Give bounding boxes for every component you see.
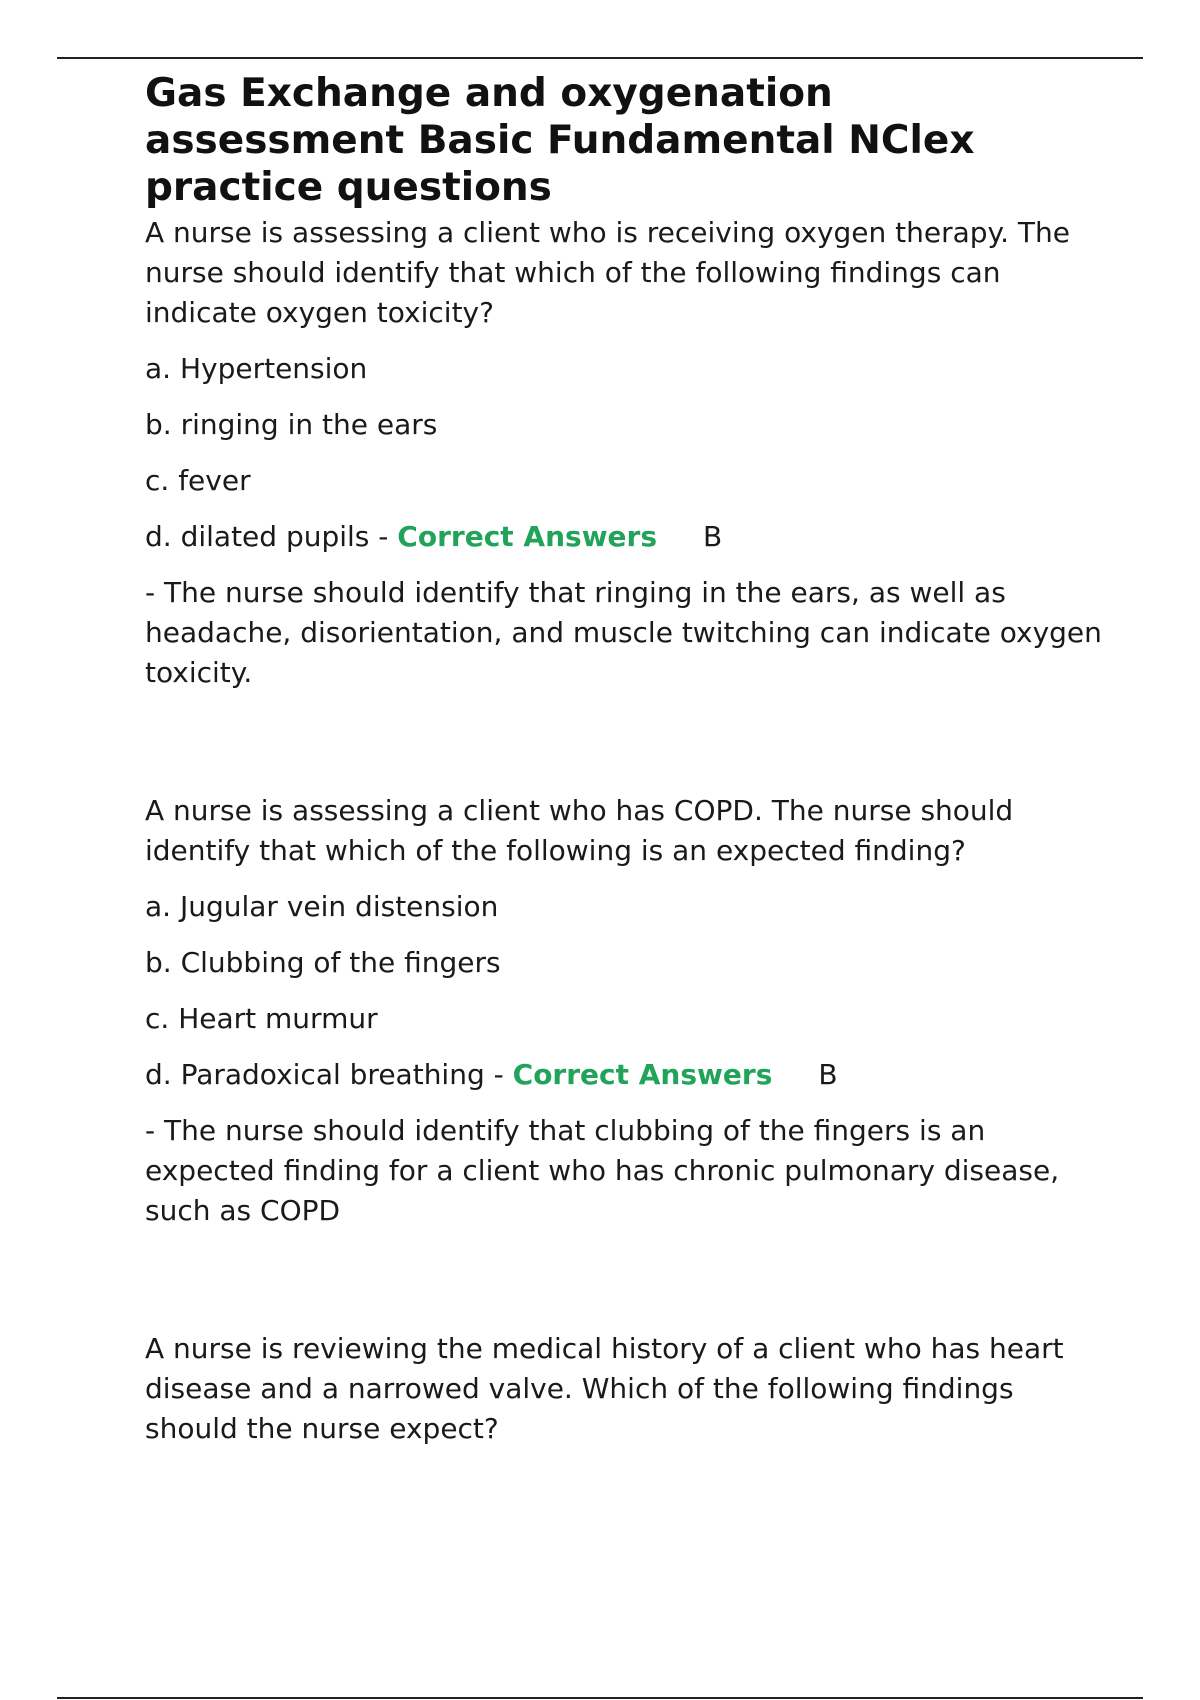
option-c: c. Heart murmur [145, 1002, 378, 1035]
correct-answers-label: Correct Answers [512, 1058, 773, 1091]
rationale: - The nurse should identify that ringing in the ears, as well as headache, disorientation, and muscle twitching can indicate oxygen toxicity. [145, 576, 1102, 689]
option-b: b. ringing in the ears [145, 408, 438, 441]
option-d: d. Paradoxical breathing - [145, 1058, 513, 1091]
option-b: b. Clubbing of the fingers [145, 946, 501, 979]
question-stem: A nurse is reviewing the medical history of a client who has heart disease and a narrowed valve. Which of the following findings should the nurse expect? [145, 1332, 1064, 1445]
answer-letter: B [818, 1058, 838, 1091]
page-title: Gas Exchange and oxygenation assessment Basic Fundamental NClex practice questions [145, 71, 975, 210]
question-1 [145, 213, 1105, 693]
rationale: - The nurse should identify that clubbing of the fingers is an expected finding for a client who has chronic pulmonary disease, such as COPD [145, 1114, 1060, 1227]
document-body [145, 70, 1105, 1449]
question-3 [145, 1329, 1105, 1449]
question-stem: A nurse is assessing a client who has COPD. The nurse should identify that which of the following is an expected finding? [145, 794, 1014, 867]
option-d: d. dilated pupils - [145, 520, 398, 553]
option-c: c. fever [145, 464, 251, 497]
option-d-with-answer [145, 517, 1105, 557]
question-2 [145, 791, 1105, 1231]
bottom-divider [57, 1697, 1143, 1699]
option-a: a. Hypertension [145, 352, 368, 385]
top-divider [57, 57, 1143, 59]
answer-letter: B [703, 520, 723, 553]
option-d-with-answer [145, 1055, 1105, 1095]
question-stem: A nurse is assessing a client who is receiving oxygen therapy. The nurse should identify that which of the following findings can indicate oxygen toxicity? [145, 216, 1070, 329]
correct-answers-label: Correct Answers [397, 520, 658, 553]
option-a: a. Jugular vein distension [145, 890, 499, 923]
